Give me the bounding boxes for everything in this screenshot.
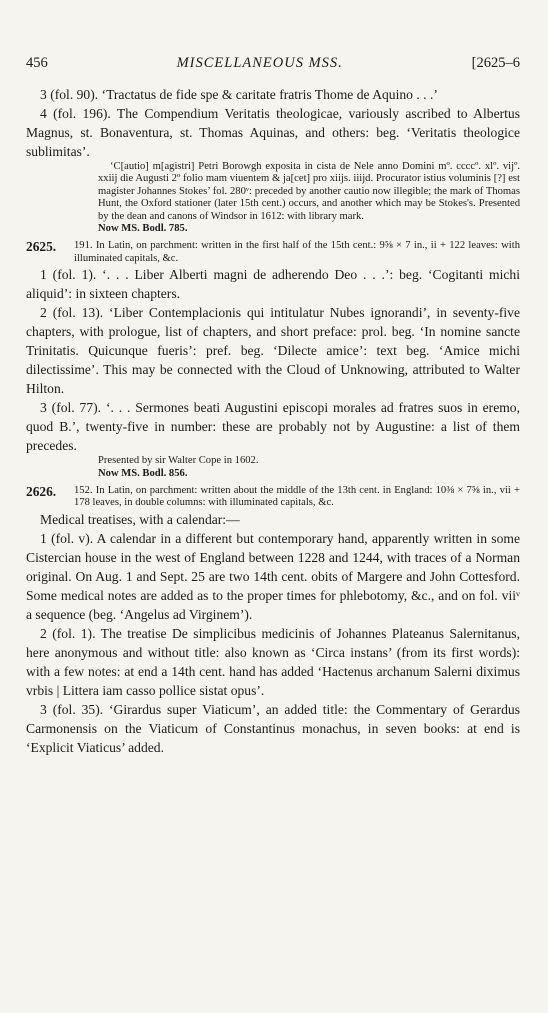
running-title: MISCELLANEOUS MSS. (176, 55, 343, 71)
item-3-sermones: 3 (fol. 77). ‘. . . Sermones beati Augustini episcopi morales ad fratres suos in eremo, quod B.’, twenty-five in number: these are probably not by Augustine: a list of them precedes. (26, 400, 520, 454)
running-header (26, 55, 520, 72)
shelfmark-856: Now MS. Bodl. 856. (98, 467, 188, 479)
shelfmark-785: Now MS. Bodl. 785. (98, 223, 188, 235)
entry-2626-description: 152. In Latin, on parchment: written about the middle of the 13th cent. in England: 10⅜ × 7⅝ in., vii + 178 leaves, in double columns: with illuminated capitals, &c. (74, 485, 520, 509)
item-4-compendium: 4 (fol. 196). The Compendium Veritatis theologicae, variously ascribed to Albertus Magnus, st. Bonaventura, st. Thomas Aquinas, and others: beg. ‘Veritatis theologice sublimitas’. (26, 106, 520, 159)
cautio-note: ‘C[autio] m[agistri] Petri Borowgh exposita in cista de Nele anno Domini mº. ccccº. xlº. vijº. xxiij die Augusti 2º folio mam viuentem & ja[cet] pro xiijs. iiijd. Procurator istius voluminis [?] est magister Johannes Stokes’ fol. 280ᵛ: preceded by another cautio now illegible; the mark of Thomas Hunt, the Oxford stationer (later 15th cent.) occurs, and another which may be Stokes's. Presented by the dean and canons of Windsor in 1612: with library mark. (98, 161, 520, 222)
item-1-liber-alberti: 1 (fol. 1). ‘. . . Liber Alberti magni de adherendo Deo . . .’: beg. ‘Cogitanti michi aliquid’: in sixteen chapters. (26, 267, 520, 302)
provenance-2625 (98, 455, 520, 480)
medical-treatises-heading: Medical treatises, with a calendar:— (40, 511, 240, 527)
presented-by-cope: Presented by sir Walter Cope in 1602. (98, 455, 259, 467)
entry-2625-description: 191. In Latin, on parchment: written in the first half of the 15th cent.: 9⅝ × 7 in., ii + 122 leaves: with illuminated capitals, &c. (74, 240, 520, 264)
entry-2625 (26, 240, 520, 265)
item-3-girardus: 3 (fol. 35). ‘Girardus super Viaticum’, an added title: the Commentary of Gerardus Carmonensis on the Viaticum of Constantinus monachus, in seven books: at end is ‘Explicit Viaticus’ added. (26, 701, 520, 755)
provenance-note (98, 161, 520, 235)
entry-number-2626: 2626. (26, 484, 57, 500)
page-number: 456 (26, 55, 48, 71)
item-2-de-simplicibus: 2 (fol. 1). The treatise De simplicibus medicinis of Johannes Plateanus Salernitanus, here anonymous and without title: also known as ‘Circa instans’ (from its first words): with a few notes: at end a 14th cent. hand has added ‘Hactenus archanum Salerni diximus vrbis | Littera iam casso pollice sistat opus’. (26, 625, 520, 698)
item-3-tractatus: 3 (fol. 90). ‘Tractatus de fide spe & caritate fratris Thome de Aquino . . .’ (40, 87, 438, 102)
entry-number-2625: 2625. (26, 239, 57, 255)
item-2-nubes-ignorandi: 2 (fol. 13). ‘Liber Contemplacionis qui intitulatur Nubes ignorandi’, in seventy-five chapters, with prologue, list of chapters, and short preface: prol. beg. ‘In nomine sancte Trinitatis. Quicunque fueris’: pref. beg. ‘Dilecte amice’: text beg. ‘Amice michi dilectissime’. This may be connected with the Cloud of Unknowing, attributed to Walter Hilton. (26, 305, 520, 397)
entry-range: [2625–6 (471, 55, 520, 71)
entry-2626 (26, 485, 520, 510)
item-1-calendar: 1 (fol. v). A calendar in a different but contemporary hand, apparently written in some Cistercian house in the west of England between 1228 and 1244, with traces of a Norman original. On Aug. 1 and Sept. 25 are two 14th cent. obits of Margere and John Cottesford. Some medical notes are added as to the proper times for phlebotomy, &c., and on fol. viiᵛ a sequence (beg. ‘Angelus ad Virginem’). (26, 530, 520, 622)
